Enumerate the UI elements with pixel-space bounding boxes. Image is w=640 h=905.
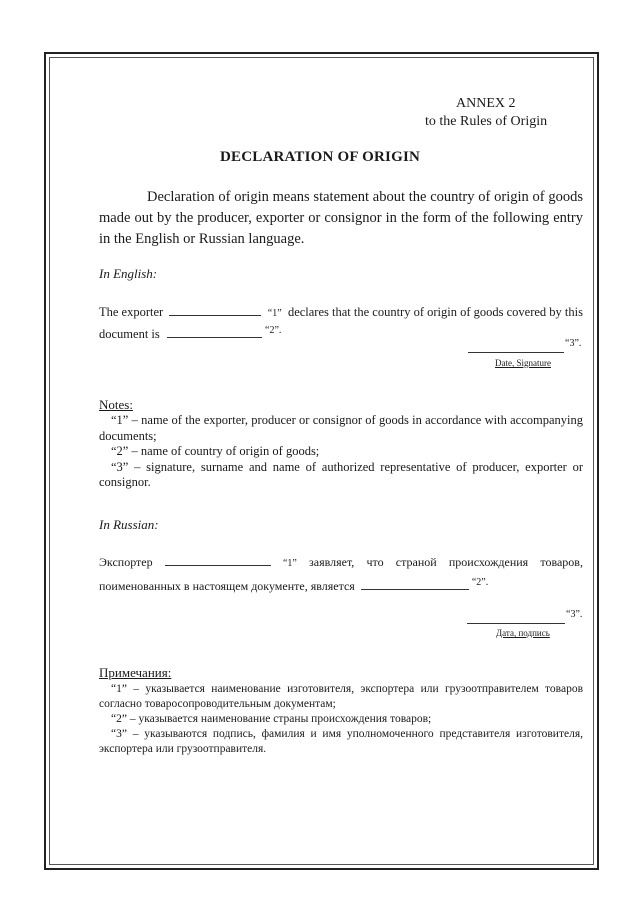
russian-word-3: страной [395, 555, 437, 569]
document-title: DECLARATION OF ORIGIN [219, 149, 421, 165]
russian-signature-line [467, 622, 565, 624]
english-signature-line [468, 351, 564, 353]
russian-signature-label: Дата, подпись [496, 628, 550, 638]
english-note-1: “1” – name of the exporter, producer or consignor of goods in accordance with accompanying documents; [99, 413, 583, 443]
intro-paragraph [99, 187, 583, 250]
english-document-is: document is [99, 327, 160, 342]
english-notes-heading: Notes: [99, 397, 133, 412]
marker-1: “1” [267, 308, 282, 319]
russian-word-4: происхождения [448, 555, 529, 569]
english-heading: In English: [99, 266, 158, 281]
russian-notes [99, 682, 583, 757]
russian-exporter-blank [165, 553, 271, 566]
english-declares-text: declares that the country of origin of goods covered by this [287, 305, 583, 319]
russian-word-2: что [366, 555, 384, 569]
russian-marker-1: “1” [282, 558, 297, 569]
intro-text: Declaration of origin means statement about the country of origin of goods made out by the producer, exporter or consignor in the form of the following entry in the English or Russian language. [99, 189, 583, 247]
russian-country-blank [361, 577, 469, 590]
russian-note-1: “1” – указывается наименование изготовителя, экспортера или грузоотправителем товаров согласно товаросопроводительным документам; [99, 683, 583, 710]
russian-notes-heading: Примечания: [99, 665, 172, 680]
russian-declaration [99, 553, 583, 596]
russian-note-3: “3” – указываются подпись, фамилия и имя уполномоченного представителя изготовителя, экспортера или грузоотправителя. [99, 728, 583, 755]
english-signature-label: Date, Signature [495, 358, 551, 368]
annex-number: ANNEX 2 [456, 96, 516, 111]
english-exporter-label: The exporter [99, 305, 164, 319]
russian-word-1: заявляет, [309, 555, 355, 569]
russian-note-2: “2” – указывается наименование страны происхождения товаров; [111, 713, 432, 725]
exporter-blank [169, 303, 261, 316]
russian-marker-3: “3”. [566, 609, 583, 620]
english-note-3: “3” – signature, surname and name of authorized representative of producer, exporter or consignor. [99, 459, 583, 489]
russian-exporter-label: Экспортер [99, 555, 153, 569]
annex-subtitle: to the Rules of Origin [425, 114, 548, 129]
english-note-2: “2” – name of country of origin of goods; [111, 444, 320, 458]
marker-2: “2”. [265, 325, 282, 336]
country-blank [167, 325, 262, 338]
russian-line2-text: поименованных в настоящем документе, является [99, 579, 355, 593]
english-notes [99, 413, 583, 491]
russian-word-5: товаров, [540, 555, 583, 569]
english-declaration [99, 303, 583, 343]
russian-marker-2: “2”. [471, 577, 489, 588]
russian-heading: In Russian: [99, 517, 159, 532]
marker-3: “3”. [565, 338, 582, 349]
